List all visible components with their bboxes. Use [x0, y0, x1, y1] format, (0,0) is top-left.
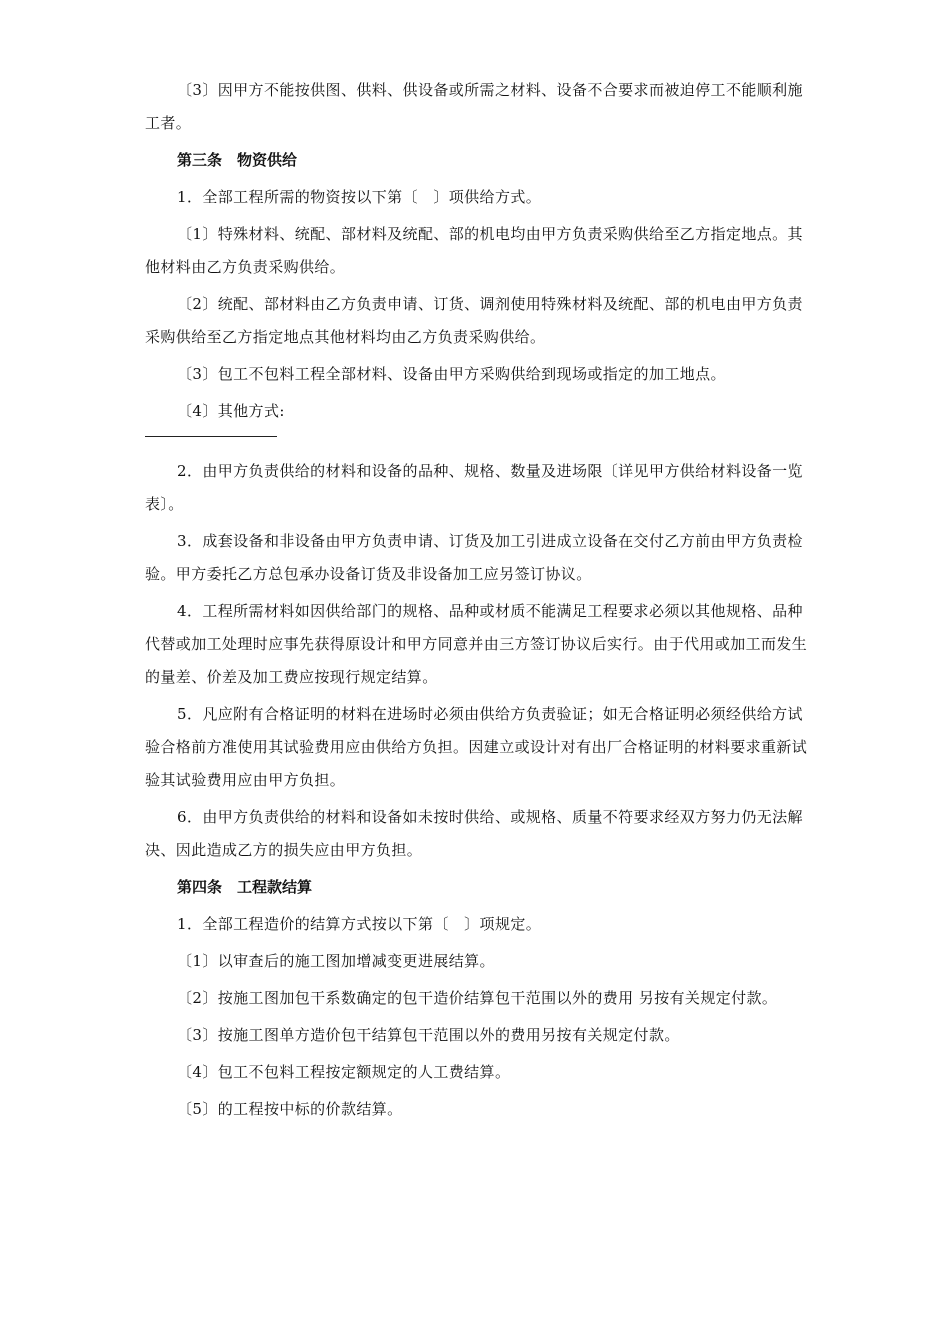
clause-paragraph: 3．成套设备和非设备由甲方负责申请、订货及加工引进成立设备在交付乙方前由甲方负责检验。甲方委托乙方总包承办设备订货及非设备加工应另签订协议。: [145, 532, 803, 583]
fill-in-blank-line: [145, 436, 277, 437]
clause-paragraph: 〔2〕统配、部材料由乙方负责申请、订货、调剂使用特殊材料及统配、部的机电由甲方负责采购供给至乙方指定地点其他材料均由乙方负责采购供给。: [145, 295, 803, 346]
document-body: [145, 74, 810, 1130]
clause-paragraph: 〔3〕因甲方不能按供图、供料、供设备或所需之材料、设备不合要求而被迫停工不能顺利施工者。: [145, 81, 803, 132]
clause-paragraph: 〔4〕其他方式:: [177, 402, 285, 420]
clause-paragraph: 5．凡应附有合格证明的材料在进场时必须由供给方负责验证；如无合格证明必须经供给方试验合格前方准使用其试验费用应由供给方负担。因建立或设计对有出厂合格证明的材料要求重新试验其试验费用应由甲方负担。: [145, 705, 808, 789]
clause-paragraph: 2．由甲方负责供给的材料和设备的品种、规格、数量及进场限〔详见甲方供给材料设备一览表〕。: [145, 462, 803, 513]
clause-paragraph: 4．工程所需材料如因供给部门的规格、品种或材质不能满足工程要求必须以其他规格、品种代替或加工处理时应事先获得原设计和甲方同意并由三方签订协议后实行。由于代用或加工而发生的量差、价差及加工费应按现行规定结算。: [145, 602, 808, 686]
clause-paragraph: 〔3〕包工不包料工程全部材料、设备由甲方采购供给到现场或指定的加工地点。: [177, 365, 726, 383]
clause-paragraph: 〔5〕的工程按中标的价款结算。: [177, 1100, 403, 1118]
clause-paragraph: 〔1〕特殊材料、统配、部材料及统配、部的机电均由甲方负责采购供给至乙方指定地点。其他材料由乙方负责采购供给。: [145, 225, 803, 276]
clause-paragraph: 〔2〕按施工图加包干系数确定的包干造价结算包干范围以外的费用 另按有关规定付款。: [177, 989, 778, 1007]
clause-paragraph: 〔3〕按施工图单方造价包干结算包干范围以外的费用另按有关规定付款。: [177, 1026, 680, 1044]
clause-paragraph: 1．全部工程所需的物资按以下第〔 〕项供给方式。: [177, 188, 542, 206]
clause-paragraph: 〔4〕包工不包料工程按定额规定的人工费结算。: [177, 1063, 511, 1081]
clause-paragraph: 6．由甲方负责供给的材料和设备如未按时供给、或规格、质量不符要求经双方努力仍无法解决、因此造成乙方的损失应由甲方负担。: [145, 808, 803, 859]
article-heading-4: 第四条 工程款结算: [177, 878, 313, 896]
clause-paragraph: 1．全部工程造价的结算方式按以下第〔 〕项规定。: [177, 915, 542, 933]
clause-paragraph: 〔1〕以审查后的施工图加增减变更进展结算。: [177, 952, 495, 970]
article-heading-3: 第三条 物资供给: [177, 151, 298, 169]
